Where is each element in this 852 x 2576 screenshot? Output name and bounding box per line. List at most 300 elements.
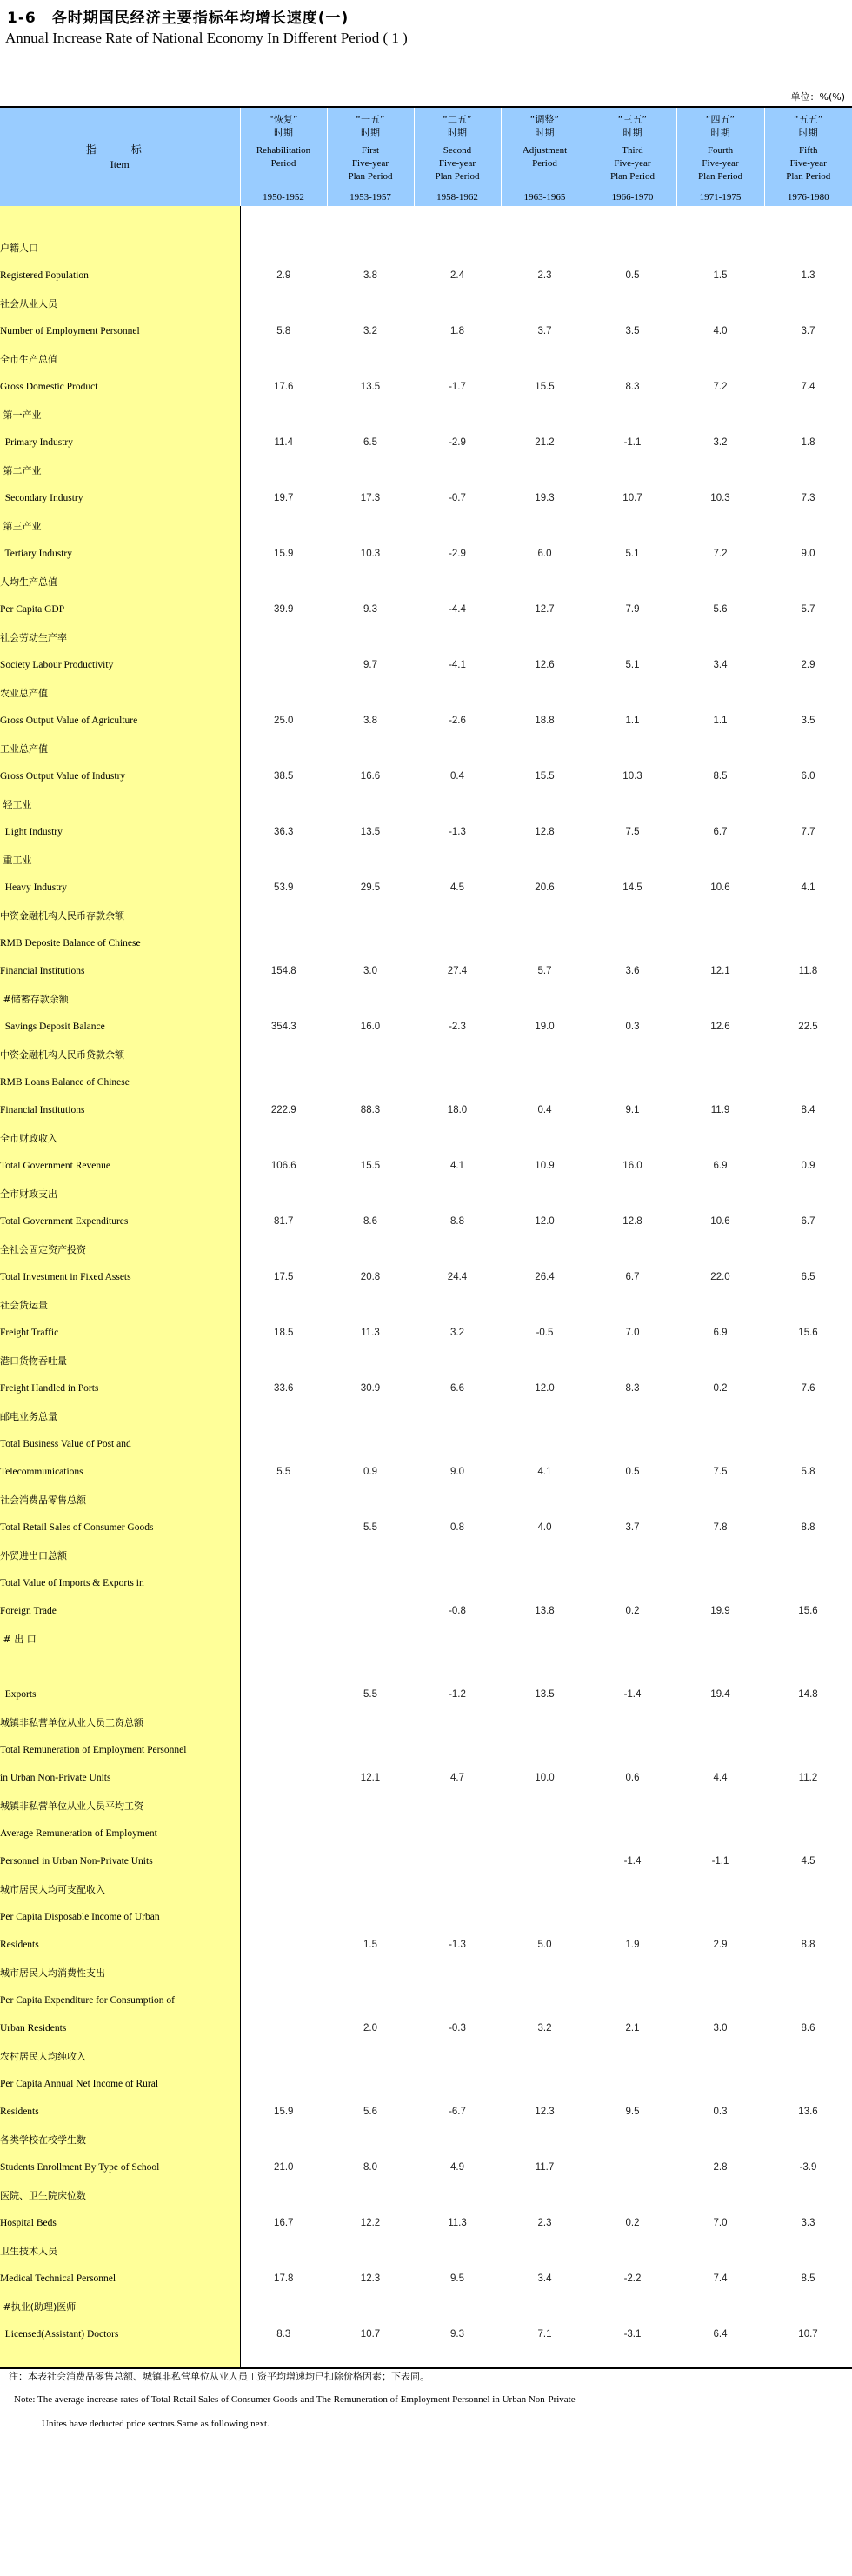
blank-cell: [240, 1347, 852, 1375]
value-cell: 15.6: [798, 1606, 818, 1616]
row-name-cn: 全市财政支出: [0, 1188, 57, 1200]
row-name-en: Personnel in Urban Non-Private Units: [0, 1856, 153, 1867]
value-cell: 11.7: [535, 2162, 555, 2173]
label-cell: [0, 596, 240, 623]
value-cell: 6.0: [537, 549, 552, 559]
page-title-cn: 1-6 各时期国民经济主要指标年均增长速度(一): [7, 10, 349, 27]
value-cell: 5.5: [363, 1522, 377, 1533]
value-cell: 14.5: [622, 882, 642, 893]
value-cell: 10.3: [710, 493, 730, 503]
row-name-en: Residents: [0, 1940, 39, 1950]
table-row: [0, 317, 852, 345]
value-cell: 7.2: [713, 549, 728, 559]
table-row: [0, 484, 852, 512]
value-cell: 6.7: [713, 827, 728, 837]
label-cell: [0, 1013, 240, 1041]
value-cell: 0.3: [713, 2107, 728, 2117]
value-cell: 33.6: [274, 1383, 294, 1394]
label-cell: [0, 874, 240, 902]
value-cell: -3.9: [799, 2162, 817, 2173]
row-name-cn: 城镇非私营单位从业人员平均工资: [0, 1801, 143, 1812]
row-name-en: Average Remuneration of Employment: [0, 1828, 157, 1839]
blank-cell: [240, 456, 852, 484]
blank-cell: [240, 1430, 852, 1458]
value-cell: 5.7: [801, 604, 815, 615]
value-cell: 11.8: [798, 966, 818, 976]
row-name-cn: 中资金融机构人民币贷款余额: [0, 1049, 124, 1061]
label-cell: [0, 568, 240, 596]
table-row: [0, 596, 852, 623]
value-cell: 1.8: [450, 326, 464, 336]
value-cell: 5.7: [537, 966, 552, 976]
row-label-cn: [0, 1041, 852, 1068]
label-cell: [0, 1458, 240, 1486]
blank-cell: [240, 345, 852, 373]
period-header-en: Adjustment Period: [522, 145, 568, 169]
value-cell: 2.1: [625, 2023, 640, 2034]
table-body: [0, 206, 852, 2367]
table-row: [0, 1514, 852, 1541]
value-cell: -4.1: [449, 660, 466, 670]
row-name-cn: 社会劳动生产率: [0, 632, 67, 643]
row-name-cn: 全社会固定资产投资: [0, 1244, 86, 1255]
value-cell: 3.0: [363, 966, 377, 976]
label-cell: [0, 762, 240, 790]
table-row: [0, 1208, 852, 1235]
value-cell: 9.1: [625, 1105, 640, 1115]
row-label-cn: [0, 2237, 852, 2265]
value-cell: 7.9: [625, 604, 640, 615]
row-name-en: Primary Industry: [0, 437, 74, 448]
label-cell: [0, 846, 240, 874]
row-label-cn: [0, 512, 852, 540]
table-row: [0, 1820, 852, 1847]
value-cell: 14.8: [798, 1689, 818, 1700]
value-cell: 154.8: [270, 966, 296, 976]
value-cell: -0.3: [449, 2023, 466, 2034]
label-cell: [0, 2237, 240, 2265]
value-cell: 13.5: [360, 827, 381, 837]
value-cell: 4.1: [801, 882, 815, 893]
row-label-cn: [0, 2042, 852, 2070]
value-cell: 9.7: [363, 660, 377, 670]
value-cell: 7.0: [625, 1328, 640, 1338]
label-cell: [0, 1375, 240, 1402]
value-cell: 15.9: [274, 2107, 294, 2117]
row-label-cn: [0, 2126, 852, 2153]
row-label-cn: [0, 679, 852, 707]
table-row: [0, 2098, 852, 2126]
label-cell: [0, 290, 240, 317]
value-cell: 3.7: [801, 326, 815, 336]
row-name-en: Tertiary Industry: [0, 549, 72, 559]
period-header-en: Fifth Five-year Plan Period: [786, 145, 831, 182]
value-cell: 1.8: [801, 437, 815, 448]
blank-cell: [240, 1792, 852, 1820]
blank-cell: [240, 2126, 852, 2153]
value-cell: 3.2: [713, 437, 728, 448]
value-cell: 22.5: [798, 1022, 818, 1032]
value-cell: 3.7: [625, 1522, 640, 1533]
row-label-cn: [0, 985, 852, 1013]
value-cell: 1.5: [713, 270, 728, 281]
value-cell: 53.9: [274, 882, 294, 893]
value-cell: [240, 1514, 327, 1541]
row-name-cn: 城市居民人均消费性支出: [0, 1967, 105, 1979]
blank-cell: [240, 1875, 852, 1903]
value-cell: 5.8: [276, 326, 291, 336]
value-cell: -1.1: [711, 1856, 729, 1867]
label-cell: [0, 1208, 240, 1235]
item-header-cn: 指 标: [85, 143, 154, 156]
value-cell: 3.4: [537, 2273, 552, 2284]
row-label-cn: [0, 735, 852, 762]
row-label-cn: [0, 1347, 852, 1375]
label-cell: [0, 345, 240, 373]
table-row: [0, 1319, 852, 1347]
label-cell: [0, 2320, 240, 2348]
label-cell: [0, 957, 240, 985]
row-name-en: Number of Employment Personnel: [0, 326, 140, 336]
row-name-en: Per Capita Annual Net Income of Rural: [0, 2079, 159, 2089]
label-cell: [0, 401, 240, 429]
period-header-cn: “五五” 时期: [794, 114, 823, 138]
row-name-en: Savings Deposit Balance: [0, 1022, 105, 1032]
row-label-cn: [0, 2181, 852, 2209]
label-cell: [0, 1764, 240, 1792]
row-name-en: Gross Output Value of Agriculture: [0, 716, 138, 726]
label-cell: [0, 262, 240, 290]
label-cell: [0, 1235, 240, 1263]
blank-cell: [240, 1402, 852, 1430]
value-cell: [414, 1847, 501, 1875]
value-cell: -1.4: [623, 1689, 642, 1700]
value-cell: 3.7: [537, 326, 552, 336]
blank-cell: [240, 290, 852, 317]
value-cell: 15.6: [798, 1328, 818, 1338]
value-cell: 6.0: [801, 771, 815, 782]
value-cell: 4.7: [450, 1773, 464, 1783]
value-cell: 6.9: [713, 1161, 728, 1171]
value-cell: 30.9: [360, 1383, 381, 1394]
value-cell: 0.4: [537, 1105, 552, 1115]
row-name-en: Telecommunications: [0, 1467, 83, 1477]
value-cell: 10.3: [622, 771, 642, 782]
label-cell: [0, 1708, 240, 1736]
value-cell: 9.5: [625, 2107, 640, 2117]
value-cell: -1.4: [623, 1856, 642, 1867]
value-cell: 10.0: [535, 1773, 555, 1783]
label-cell: [0, 1597, 240, 1625]
row-name-en: Per Capita GDP: [0, 604, 65, 615]
value-cell: 5.5: [276, 1467, 291, 1477]
row-name-cn: 社会货运量: [0, 1300, 48, 1311]
blank-cell: [240, 1625, 852, 1653]
label-cell: [0, 1180, 240, 1208]
value-cell: 4.0: [713, 326, 728, 336]
blank-cell: [240, 2237, 852, 2265]
value-cell: 10.9: [535, 1161, 555, 1171]
value-cell: 3.6: [625, 966, 640, 976]
table-row: [0, 540, 852, 568]
value-cell: 0.3: [625, 1022, 640, 1032]
value-cell: 106.6: [270, 1161, 296, 1171]
value-cell: 19.3: [535, 493, 555, 503]
value-cell: 8.8: [801, 1940, 815, 1950]
label-cell: [0, 512, 240, 540]
row-name-en: Total Investment in Fixed Assets: [0, 1272, 131, 1282]
blank-cell: [240, 1987, 852, 2014]
value-cell: 39.9: [274, 604, 294, 615]
table-row: [0, 1987, 852, 2014]
value-cell: 2.9: [713, 1940, 728, 1950]
label-cell: [0, 929, 240, 957]
value-cell: 15.5: [535, 771, 555, 782]
value-cell: 2.3: [537, 2218, 552, 2228]
row-name-cn: 全市生产总值: [0, 354, 57, 365]
blank-cell: [240, 1068, 852, 1096]
period-header-en: Third Five-year Plan Period: [609, 145, 656, 182]
label-cell: [0, 651, 240, 679]
value-cell: -3.1: [623, 2329, 642, 2340]
table-row: [0, 1736, 852, 1764]
label-cell: [0, 735, 240, 762]
blank-cell: [240, 846, 852, 874]
value-cell: 12.8: [535, 827, 555, 837]
row-name-cn: 邮电业务总量: [0, 1411, 57, 1422]
table-row: [0, 1152, 852, 1180]
row-name-cn: #储蓄存款余额: [0, 994, 69, 1005]
value-cell: 16.6: [360, 771, 381, 782]
label-cell: [0, 1068, 240, 1096]
table-row: [0, 874, 852, 902]
label-cell: [0, 818, 240, 846]
value-cell: 11.2: [798, 1773, 818, 1783]
table-row: [0, 651, 852, 679]
table-row: [0, 429, 852, 456]
blank-cell: [240, 2293, 852, 2320]
value-cell: 8.6: [801, 2023, 815, 2034]
value-cell: 4.0: [537, 1522, 552, 1533]
row-name-en: Heavy Industry: [0, 882, 67, 893]
value-cell: 13.5: [535, 1689, 555, 1700]
row-label-cn: [0, 1486, 852, 1514]
label-cell: [0, 1959, 240, 1987]
value-cell: 12.1: [710, 966, 730, 976]
value-cell: 9.3: [363, 604, 377, 615]
note-cn: 注：本表社会消费品零售总额、城镇非私营单位从业人员工资平均增速均已扣除价格因素；下表同。: [9, 2371, 429, 2382]
value-cell: 1.9: [625, 1940, 640, 1950]
value-cell: 16.0: [360, 1022, 381, 1032]
value-cell: 3.3: [801, 2218, 815, 2228]
blank-cell: [240, 1903, 852, 1931]
value-cell: 0.2: [713, 1383, 728, 1394]
row-name-en: Per Capita Expenditure for Consumption of: [0, 1995, 175, 2006]
table-row: [0, 1597, 852, 1625]
value-cell: 0.5: [625, 1467, 640, 1477]
value-cell: 26.4: [535, 1272, 555, 1282]
row-label-cn: [0, 1708, 852, 1736]
value-cell: 8.3: [625, 1383, 640, 1394]
value-cell: 2.9: [801, 660, 815, 670]
value-cell: 10.6: [710, 882, 730, 893]
value-cell: [240, 651, 327, 679]
blank-cell: [240, 1959, 852, 1987]
value-cell: 11.9: [710, 1105, 730, 1115]
row-name-cn: 户籍人口: [0, 243, 38, 254]
row-name-cn: #执业(助理)医师: [0, 2301, 77, 2313]
row-name-cn: 第二产业: [0, 465, 42, 476]
value-cell: 27.4: [447, 966, 468, 976]
row-label-cn: [0, 846, 852, 874]
row-label-cn: [0, 1291, 852, 1319]
value-cell: 5.6: [363, 2107, 377, 2117]
label-cell: [0, 2042, 240, 2070]
value-cell: 10.3: [360, 549, 381, 559]
blank-cell: [240, 1569, 852, 1597]
value-cell: [589, 2153, 676, 2181]
label-cell: [0, 1736, 240, 1764]
period-years: 1958-1962: [436, 192, 478, 203]
row-name-en: Society Labour Productivity: [0, 660, 114, 670]
value-cell: 8.3: [276, 2329, 291, 2340]
row-name-en: Registered Population: [0, 270, 89, 281]
value-cell: 10.7: [360, 2329, 381, 2340]
value-cell: 10.7: [622, 493, 642, 503]
value-cell: -4.4: [449, 604, 466, 615]
value-cell: 0.6: [625, 1773, 640, 1783]
row-label-cn: [0, 290, 852, 317]
row-label-cn: [0, 456, 852, 484]
period-header: [764, 108, 852, 206]
page-title-en: Annual Increase Rate of National Economy In Different Period ( 1 ): [5, 30, 408, 46]
value-cell: -2.3: [449, 1022, 466, 1032]
value-cell: 88.3: [360, 1105, 381, 1115]
note-en-line1: Note: The average increase rates of Total Retail Sales of Consumer Goods and The Remuneration of Employment Personnel in Urban Non-Private: [14, 2394, 576, 2405]
value-cell: 5.8: [801, 1467, 815, 1477]
blank-cell: [240, 1124, 852, 1152]
blank-cell: [240, 234, 852, 262]
blank-cell: [240, 1291, 852, 1319]
row-name-cn: 全市财政收入: [0, 1133, 57, 1144]
value-cell: 7.5: [713, 1467, 728, 1477]
label-cell: [0, 2070, 240, 2098]
label-cell: [0, 1569, 240, 1597]
value-cell: 15.5: [535, 382, 555, 392]
row-label-cn: [0, 1124, 852, 1152]
row-name-en: Freight Traffic: [0, 1328, 59, 1338]
blank-cell: [240, 2348, 852, 2367]
value-cell: 18.8: [535, 716, 555, 726]
row-name-en: Financial Institutions: [0, 966, 85, 976]
value-cell: [240, 1847, 327, 1875]
row-name-cn: 外贸进出口总额: [0, 1550, 67, 1561]
value-cell: 2.8: [713, 2162, 728, 2173]
row-label-cn: [0, 902, 852, 929]
table-row: [0, 2153, 852, 2181]
value-cell: 17.6: [274, 382, 294, 392]
period-header: [501, 108, 589, 206]
label-cell: [0, 2098, 240, 2126]
value-cell: 18.0: [447, 1105, 468, 1115]
table-row: [0, 762, 852, 790]
value-cell: 7.8: [713, 1522, 728, 1533]
row-label-cn: [0, 2293, 852, 2320]
period-years: 1963-1965: [523, 192, 566, 203]
value-cell: 8.5: [713, 771, 728, 782]
value-cell: 3.5: [625, 326, 640, 336]
blank-cell: [240, 902, 852, 929]
value-cell: 19.4: [710, 1689, 730, 1700]
period-years: 1966-1970: [611, 192, 654, 203]
value-cell: 6.7: [801, 1216, 815, 1227]
blank-cell: [240, 1541, 852, 1569]
blank-cell: [240, 2042, 852, 2070]
row-name-cn: # 出 口: [0, 1634, 37, 1645]
row-name-cn: 农村居民人均纯收入: [0, 2051, 86, 2062]
value-cell: 6.5: [363, 437, 377, 448]
value-cell: -0.7: [449, 493, 466, 503]
value-cell: 10.7: [798, 2329, 818, 2340]
label-cell: [0, 2014, 240, 2042]
value-cell: 7.3: [801, 493, 815, 503]
value-cell: 24.4: [447, 1272, 468, 1282]
value-cell: 22.0: [710, 1272, 730, 1282]
row-label-cn: [0, 568, 852, 596]
row-label-cn: [0, 1541, 852, 1569]
value-cell: -1.3: [449, 1940, 466, 1950]
row-name-en: Total Government Expenditures: [0, 1216, 129, 1227]
table-row: [0, 2070, 852, 2098]
value-cell: 12.3: [360, 2273, 381, 2284]
value-cell: 12.7: [535, 604, 555, 615]
label-cell: [0, 1096, 240, 1124]
value-cell: 7.1: [537, 2329, 552, 2340]
row-name-cn: 第一产业: [0, 409, 42, 421]
row-name-en: Total Value of Imports & Exports in: [0, 1578, 144, 1588]
label-cell: [0, 317, 240, 345]
value-cell: [240, 1681, 327, 1708]
value-cell: 18.5: [274, 1328, 294, 1338]
row-label-cn: [0, 401, 852, 429]
label-cell: [0, 902, 240, 929]
value-cell: 0.5: [625, 270, 640, 281]
blank-cell: [240, 512, 852, 540]
period-header-cn: “恢复” 时期: [269, 114, 298, 138]
blank-cell: [240, 401, 852, 429]
label-cell: [0, 679, 240, 707]
value-cell: 10.6: [710, 1216, 730, 1227]
row-name-cn: 第三产业: [0, 521, 42, 532]
value-cell: 9.0: [450, 1467, 464, 1477]
value-cell: 12.6: [710, 1022, 730, 1032]
row-name-en: Students Enrollment By Type of School: [0, 2162, 160, 2173]
value-cell: 8.6: [363, 1216, 377, 1227]
table-row: [0, 2265, 852, 2293]
table-row: [0, 1681, 852, 1708]
table-row: [0, 1569, 852, 1597]
value-cell: [240, 1931, 327, 1959]
period-header-en: Fourth Five-year Plan Period: [697, 145, 743, 182]
value-cell: 12.2: [360, 2218, 381, 2228]
row-name-en: Total Business Value of Post and: [0, 1439, 131, 1449]
period-header-en: First Five-year Plan Period: [348, 145, 393, 182]
value-cell: 21.0: [274, 2162, 294, 2173]
row-name-en: Foreign Trade: [0, 1606, 57, 1616]
table-row: [0, 818, 852, 846]
period-header-cn: “一五” 时期: [356, 114, 385, 138]
value-cell: 9.0: [801, 549, 815, 559]
